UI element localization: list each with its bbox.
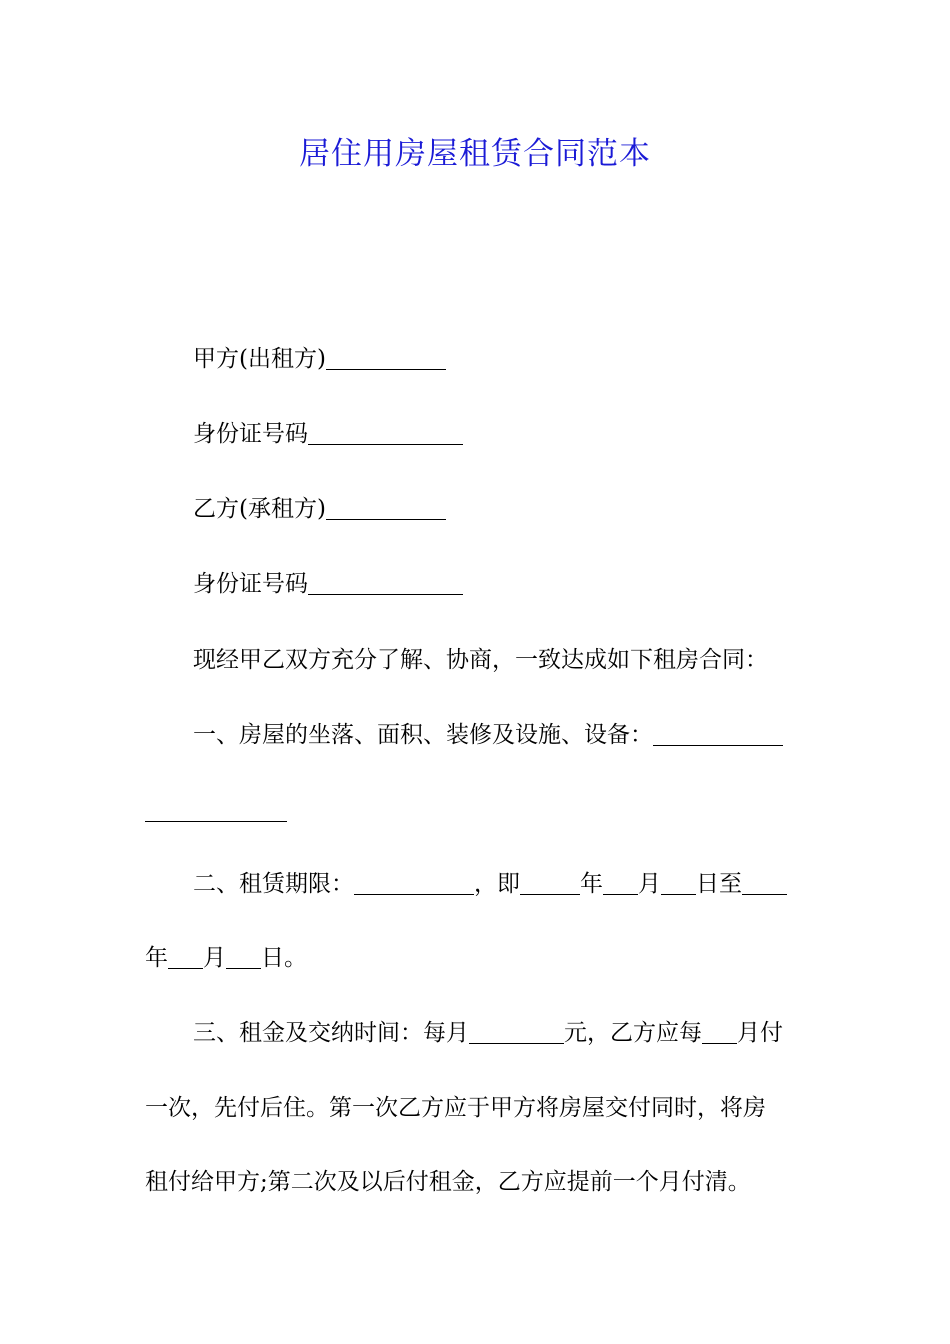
blank-underline — [469, 1042, 564, 1044]
document-title: 居住用房屋租赁合同范本 — [299, 136, 651, 172]
clause-1 — [193, 720, 783, 750]
party-a-line — [193, 344, 446, 374]
blank-underline — [308, 443, 463, 445]
clause-2-text: 年 — [145, 945, 168, 971]
blank-underline — [308, 593, 463, 595]
clause-2-text: 二、租赁期限： — [193, 871, 354, 897]
blank-underline — [702, 1042, 737, 1044]
blank-underline — [226, 967, 261, 969]
blank-underline — [326, 518, 446, 520]
party-b-id-line — [193, 569, 463, 599]
clause-3-line-2: 一次，先付后住。第一次乙方应于甲方将房屋交付同时，将房 — [145, 1095, 766, 1121]
blank-underline — [354, 893, 474, 895]
clause-2-text: 年 — [580, 871, 603, 897]
blank-underline — [520, 893, 580, 895]
id-number-label: 身份证号码 — [193, 421, 308, 447]
clause-2-continuation — [145, 943, 307, 973]
clause-2-text: ，即 — [474, 871, 520, 897]
clause-1-continuation — [145, 796, 287, 826]
blank-underline — [145, 820, 287, 822]
party-b-line — [193, 494, 446, 524]
clause-2-text: 月 — [638, 871, 661, 897]
party-a-id-line — [193, 419, 463, 449]
clause-3 — [193, 1018, 783, 1048]
party-b-label: 乙方(承租方) — [193, 496, 326, 522]
clause-2 — [193, 869, 787, 899]
blank-underline — [326, 368, 446, 370]
blank-underline — [603, 893, 638, 895]
clause-2-text: 日至 — [696, 871, 742, 897]
id-number-label: 身份证号码 — [193, 571, 308, 597]
blank-underline — [742, 893, 787, 895]
clause-3-text: 月付 — [737, 1020, 783, 1046]
clause-1-text: 一、房屋的坐落、面积、装修及设施、设备： — [193, 722, 653, 748]
clause-3-line-3: 租付给甲方;第二次及以后付租金，乙方应提前一个月付清。 — [145, 1169, 751, 1195]
clause-2-text: 月 — [203, 945, 226, 971]
party-a-label: 甲方(出租方) — [193, 346, 326, 372]
blank-underline — [168, 967, 203, 969]
clause-3-text: 元，乙方应每 — [564, 1020, 702, 1046]
clause-2-text: 日。 — [261, 945, 307, 971]
intro-paragraph: 现经甲乙双方充分了解、协商，一致达成如下租房合同： — [193, 647, 768, 673]
clause-3-text: 三、租金及交纳时间：每月 — [193, 1020, 469, 1046]
blank-underline — [653, 744, 783, 746]
blank-underline — [661, 893, 696, 895]
